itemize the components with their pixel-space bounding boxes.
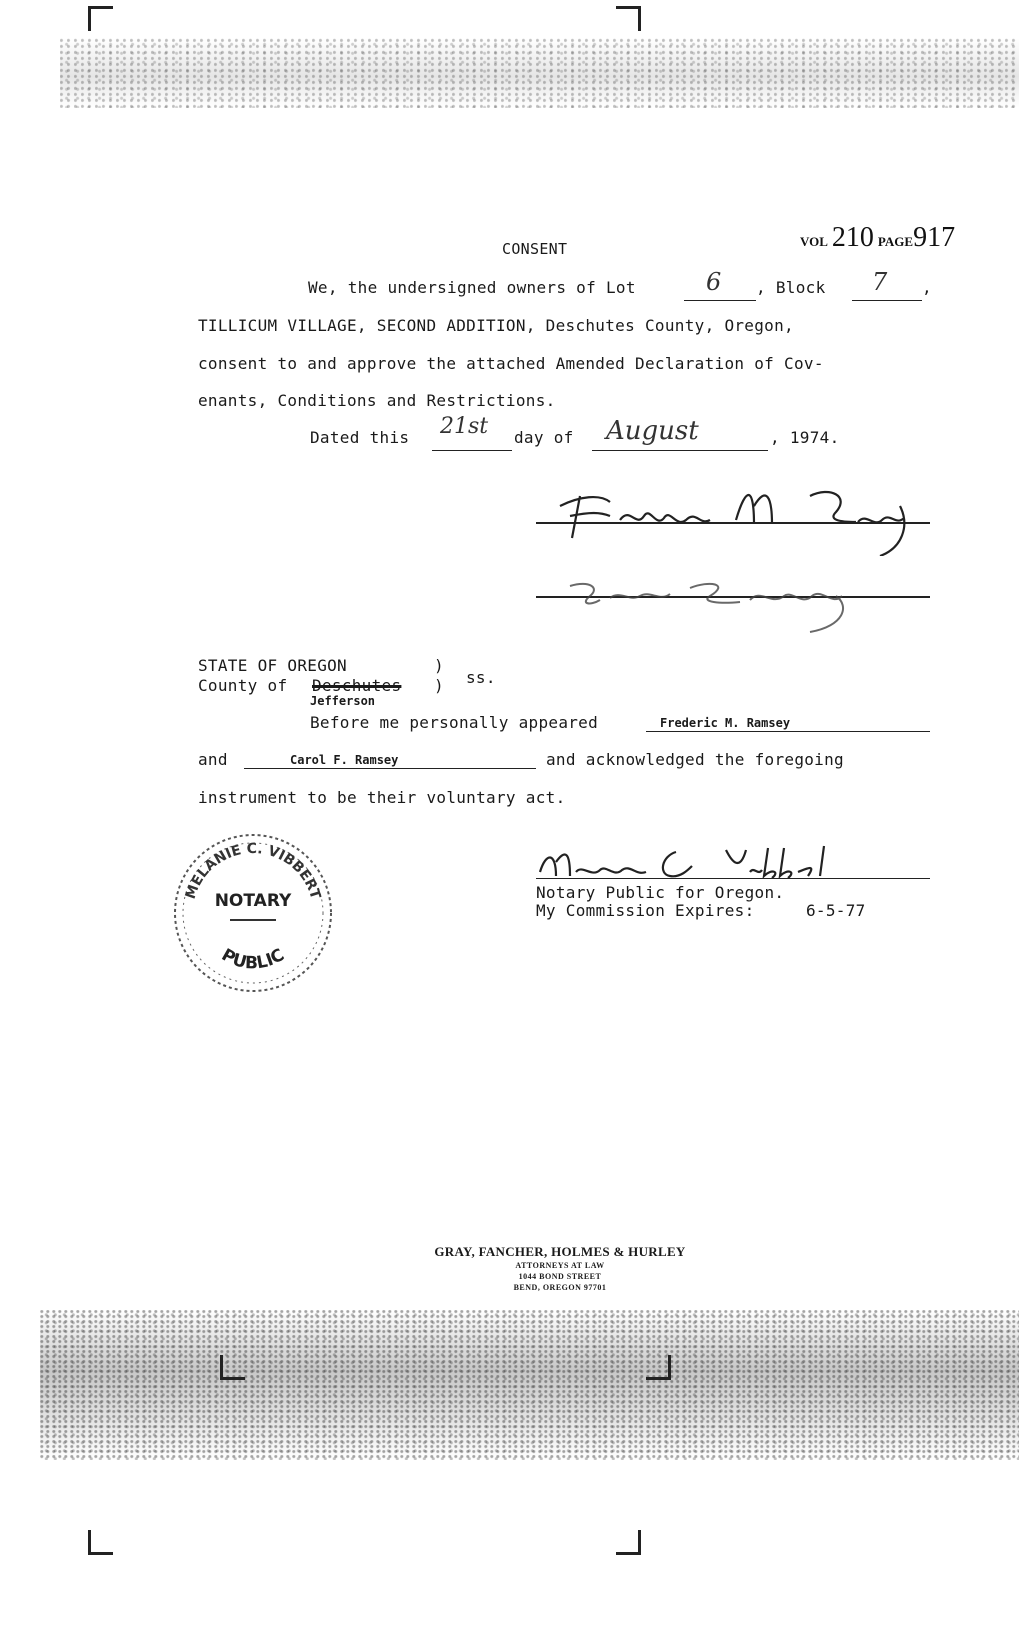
county-struck: Deschutes bbox=[312, 676, 402, 695]
page-number: 917 bbox=[913, 222, 956, 253]
notary-signature bbox=[536, 842, 856, 886]
appeared-label: Before me personally appeared bbox=[310, 713, 599, 732]
year-text: , 1974. bbox=[770, 428, 840, 447]
vol-number: 210 bbox=[831, 222, 874, 253]
crop-mark-top-left bbox=[88, 6, 113, 31]
body-line-1: We, the undersigned owners of Lot bbox=[308, 278, 636, 297]
notary-title: Notary Public for Oregon. bbox=[536, 883, 785, 902]
commission-label: My Commission Expires: bbox=[536, 901, 755, 920]
brace-1: ) bbox=[434, 656, 444, 675]
crop-mark-bottom-left bbox=[88, 1530, 113, 1555]
scan-noise-bottom bbox=[40, 1310, 1019, 1460]
seal-bottom-text: PUBLIC bbox=[218, 945, 288, 974]
seal-middle-text: NOTARY bbox=[214, 891, 292, 911]
body-line-4: enants, Conditions and Restrictions. bbox=[198, 391, 556, 410]
ack-line-2: instrument to be their voluntary act. bbox=[198, 788, 566, 807]
body-line-2: TILLICUM VILLAGE, SECOND ADDITION, Deschutes County, Oregon, bbox=[198, 316, 794, 335]
crop-mark-bottom-right bbox=[616, 1530, 641, 1555]
county-corrected: Jefferson bbox=[310, 694, 376, 708]
document-title: CONSENT bbox=[502, 240, 568, 258]
state-label: STATE OF OREGON bbox=[198, 656, 347, 675]
recording-stamp bbox=[800, 222, 955, 254]
day-of-label: day of bbox=[514, 428, 574, 447]
appeared-name: Frederic M. Ramsey bbox=[660, 716, 791, 730]
crop-mark-top-right bbox=[616, 6, 641, 31]
firm-name: GRAY, FANCHER, HOLMES & HURLEY bbox=[434, 1244, 686, 1259]
vol-label: VOL bbox=[800, 234, 828, 249]
crop-mark-mid-right bbox=[646, 1355, 671, 1380]
crop-mark-mid-left bbox=[220, 1355, 245, 1380]
law-firm-stamp bbox=[420, 1244, 700, 1293]
second-name: Carol F. Ramsey bbox=[290, 753, 399, 767]
seal-top-text: MELANIE C. VIBBERT bbox=[182, 840, 324, 902]
block-value: 7 bbox=[872, 268, 888, 296]
day-value: 21st bbox=[440, 414, 489, 439]
owner-signature-2 bbox=[560, 566, 890, 636]
dated-label: Dated this bbox=[310, 428, 410, 447]
brace-2: ) bbox=[434, 676, 444, 695]
line1-suffix: , bbox=[922, 278, 932, 297]
ack-suffix: and acknowledged the foregoing bbox=[546, 750, 844, 769]
month-value: August bbox=[606, 416, 699, 446]
firm-line-1: ATTORNEYS AT LAW bbox=[515, 1261, 605, 1270]
and-label: and bbox=[198, 750, 228, 769]
firm-line-3: BEND, OREGON 97701 bbox=[513, 1283, 607, 1292]
commission-date: 6-5-77 bbox=[806, 901, 866, 920]
ss-label: ss. bbox=[466, 668, 496, 687]
scan-noise-top bbox=[60, 38, 1019, 108]
block-label: , Block bbox=[756, 278, 826, 297]
owner-signature-1 bbox=[540, 476, 920, 556]
svg-text:PUBLIC bbox=[218, 945, 288, 973]
county-label: County of bbox=[198, 676, 288, 695]
body-line-3: consent to and approve the attached Amended Declaration of Cov- bbox=[198, 354, 824, 373]
lot-value: 6 bbox=[706, 268, 722, 296]
firm-line-2: 1044 BOND STREET bbox=[518, 1272, 602, 1281]
notary-seal bbox=[168, 828, 338, 998]
page-label: PAGE bbox=[877, 234, 914, 249]
